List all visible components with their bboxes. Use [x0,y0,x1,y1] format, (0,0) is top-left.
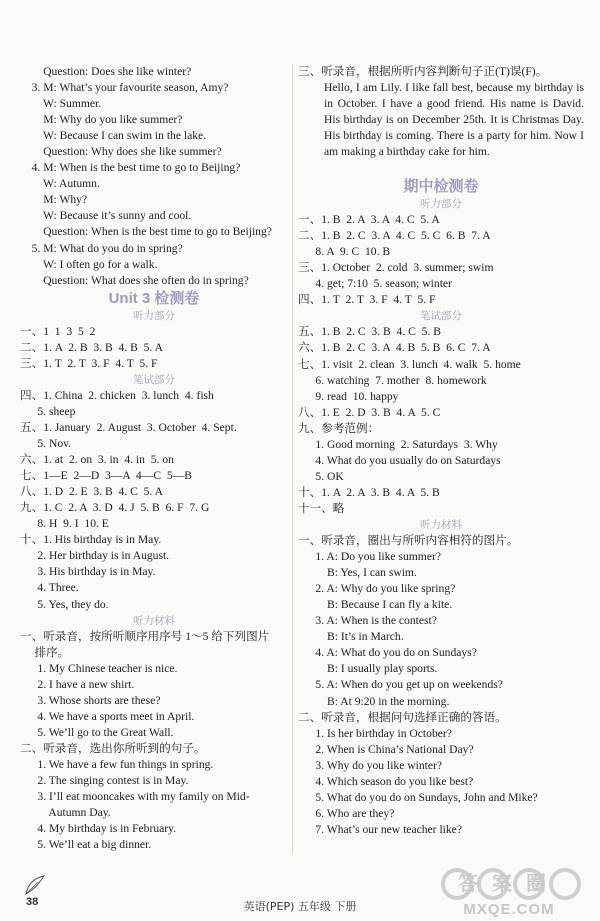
unit3-writing-line: 5. Yes, they do. [20,597,109,611]
midterm-writing-line: 七、1. visit 2. clean 3. lunch 4. walk 5. home [298,357,521,371]
unit3-title: Unit 3 检测卷 [108,289,200,307]
midterm-material-line: B: It’s in March. [298,630,404,644]
midterm-writing-line: 十一、略 [298,501,345,515]
midterm-listening-line: 三、1. October 2. cold 3. summer; swim [298,261,494,275]
unit3-material-line: 2. The singing contest is in May. [20,774,189,788]
midterm-writing-line: 五、1. B 2. C 3. B 4. C 5. B [298,325,442,339]
midterm-material-line: 5. What do you do on Sundays, John and Mike? [298,790,538,804]
midterm-writing-answers [298,324,584,517]
midterm-material-line: 4. Which season do you like best? [298,774,474,788]
unit3-writing-line: 九、1. C 2. A 3. D 4. J 5. B 6. F 7. G [20,501,210,515]
section-three-instruction: 三、听录音，根据所听内容判断句子正(T)误(F)。 [298,65,548,78]
unit3-listening-line: 三、1. T 2. T 3. F 4. T 5. F [20,356,158,370]
unit3-writing-line: 5. sheep [20,404,76,418]
dialogue-line: 4. M: When is the best time to go to Beijing? [20,161,241,175]
midterm-listening-line: 一、1. B 2. A 3. A 4. C 5. A [298,213,440,227]
left-top-listening-text [20,64,288,289]
unit3-listening-label: 听力部分 [133,309,175,322]
midterm-writing-line: 9. read 10. happy [298,389,399,403]
midterm-title: 期中检测卷 [403,178,479,196]
midterm-material-line: 6. Who are they? [298,806,395,820]
unit3-writing-line: 2. Her birthday is in August. [20,549,170,563]
unit3-material-line: 5. We’ll eat a big dinner. [20,838,152,852]
midterm-writing-line: 6. watching 7. mother 8. homework [298,373,487,387]
midterm-writing-line: 1. Good morning 2. Saturdays 3. Why [298,437,498,451]
unit3-listening-answers [20,324,288,372]
dialogue-line: M: Why do you like summer? [20,113,183,127]
midterm-listening-line: 4. get; 7:10 5. season; winter [298,277,452,291]
passage-paragraph: Hello, I am Lily. I like fall best, because my birthday is in October. I have a good friend. His name is David. His birthday is on December 25th. It is Christmas Day. His birthday is coming. There is a party for him. Now I am making a birthday cake for him. [324,81,587,159]
dialogue-line: W: Autumn. [20,177,100,191]
dialogue-line: W: Because I can swim in the lake. [20,129,207,143]
dialogue-line: Question: What does she often do in spring? [20,273,249,287]
midterm-materials-label: 听力材料 [420,518,462,531]
midterm-material-line: 4. A: What do you do on Sundays? [298,646,477,660]
page-footer [0,866,600,921]
unit3-material-line: 4. My birthday is in February. [20,822,177,836]
dialogue-line: Question: Why does she like summer? [20,145,222,159]
watermark-title: 答案圈 [458,871,560,895]
midterm-writing-line: 5. OK [298,469,344,483]
unit3-writing-line: 六、1. at 2. on 3. in 4. in 5. on [20,453,174,467]
midterm-material-line: 2. A: Why do you like spring? [298,582,456,596]
midterm-writing-line: 八、1. E 2. D 3. B 4. A 5. C [298,405,441,419]
midterm-material-line: 二、听录音，根据问句选择正确的答语。 [298,710,507,724]
dialogue-line: Question: When is the best time to go to Beijing? [20,225,272,239]
midterm-writing-label: 笔试部分 [420,310,462,323]
midterm-material-line: B: I usually play sports. [298,662,438,676]
midterm-material-line: 3. A: When is the contest? [298,614,437,628]
dialogue-line: Question: Does she like winter? [20,65,192,78]
watermark-logo [437,866,582,918]
dialogue-line: W: Because it’s sunny and cool. [20,209,192,223]
right-column [298,64,587,838]
unit3-listening-line: 一、1 1 3 5 2 [20,324,96,338]
dialogue-line: W: Summer. [20,97,102,111]
unit3-listening-materials [20,629,288,854]
midterm-listening-answers [298,212,584,308]
unit3-writing-line: 3. His birthday is in May. [20,565,156,579]
midterm-writing-line: 六、1. B 2. C 3. A 4. B 5. B 6. C 7. A [298,341,491,355]
midterm-material-line: B: Yes, I can swim. [298,566,417,580]
midterm-material-line: 1. A: Do you like summer? [298,550,441,564]
unit3-writing-line: 八、1. D 2. E 3. B 4. C 5. A [20,485,163,499]
unit3-listening-line: 二、1. A 2. B 3. B 4. B 5. A [20,340,164,354]
midterm-material-line: 1. Is her birthday in October? [298,726,452,740]
unit3-writing-line: 4. Three. [20,581,79,595]
unit3-material-line: 3. Whose shorts are these? [20,693,161,707]
unit3-material-line: 3. I’ll eat mooncakes with my family on Mid- [20,790,250,804]
midterm-writing-line: 十、1. A 2. A 3. B 4. A 5. B [298,485,440,499]
unit3-writing-line: 七、1—E 2—D 3—A 4—C 5—B [20,469,192,483]
midterm-writing-line: 4. What do you usually do on Saturdays [298,453,501,467]
dialogue-line: W: I often go for a walk. [20,257,158,271]
unit3-material-line: 1. We have a few fun things in spring. [20,757,214,771]
page-number: 38 [26,896,39,908]
unit3-material-line: 4. We have a sports meet in April. [20,709,195,723]
midterm-listening-line: 二、1. B 2. C 3. A 4. C 5. C 6. B 7. A [298,229,491,243]
midterm-material-line: 5. A: When do you get up on weekends? [298,678,503,692]
dialogue-line: 5. M: What do you do in spring? [20,241,183,255]
unit3-material-line: 二、听录音，选出你所听到的句子。 [20,741,206,755]
unit3-writing-line: 十、1. His birthday is in May. [20,533,162,547]
unit3-material-line: 5. We’ll go to the Great Wall. [20,725,174,739]
unit3-material-line: 一、听录音，按所听顺序用序号 1～5 给下列图片 [20,629,270,643]
midterm-material-line: 2. When is China’s National Day? [298,742,474,756]
watermark-url: MXQE.COM [463,901,555,918]
midterm-listening-line: 8. A 9. C 10. B [298,245,391,259]
dialogue-line: 3. M: What’s your favourite season, Amy? [20,81,229,95]
unit3-material-line: Autumn Day. [20,806,111,820]
midterm-writing-line: 九、参考范例： [298,421,380,435]
unit3-writing-line: 5. Nov. [20,437,72,451]
midterm-material-line: B: At 9:20 in the morning. [298,694,450,708]
midterm-listening-materials [298,533,584,838]
midterm-material-line: 7. What’s our new teacher like? [298,822,462,836]
dialogue-line: M: Why? [20,193,88,207]
left-column [20,64,288,853]
unit3-material-line: 1. My Chinese teacher is nice. [20,661,178,675]
leaf-ornament-icon [24,874,46,896]
unit3-writing-line: 8. H 9. I 10. E [20,517,109,531]
unit3-writing-line: 五、1. January 2. August 3. October 4. Sept. [20,420,237,434]
midterm-material-line: 3. Why do you like winter? [298,758,443,772]
footer-book-title: 英语(PEP) 五年级 下册 [243,900,357,913]
unit3-writing-line: 四、1. China 2. chicken 3. lunch 4. fish [20,388,214,402]
unit3-writing-label: 笔试部分 [133,373,175,386]
unit3-writing-answers [20,388,288,613]
unit3-material-line: 排序。 [20,645,70,659]
unit3-material-line: 2. I have a new shirt. [20,677,135,691]
midterm-listening-label: 听力部分 [420,198,462,211]
unit3-materials-label: 听力材料 [133,614,175,627]
midterm-material-line: B: Because I can fly a kite. [298,598,453,612]
midterm-material-line: 一、听录音，圈出与所听内容相符的图片。 [298,534,519,548]
midterm-listening-line: 四、1. T 2. T 3. F 4. T 5. F [298,293,436,307]
